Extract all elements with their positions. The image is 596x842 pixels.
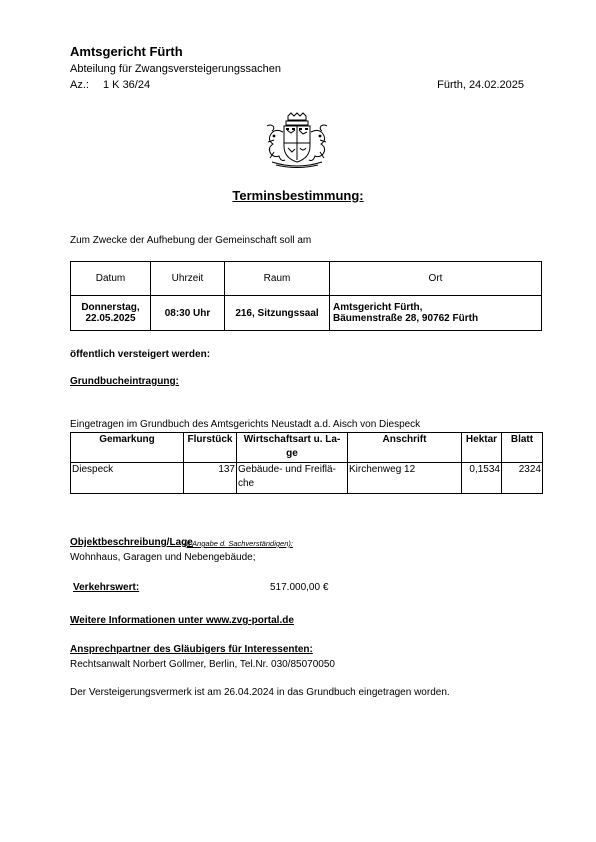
land-register-table: [70, 432, 543, 494]
department-name: Abteilung für Zwangsversteigerungssachen: [70, 63, 281, 75]
court-name: Amtsgericht Fürth: [70, 44, 183, 59]
place-name: Amtsgericht Fürth,: [333, 302, 423, 313]
column-header: Datum: [71, 262, 151, 296]
cell-wirtschaftsart: Gebäude- und Freiflä-che: [237, 463, 348, 494]
column-header: Flurstück: [184, 433, 237, 463]
place-address: Bäumenstraße 28, 90762 Fürth: [333, 313, 479, 324]
object-heading: Objektbeschreibung/Lage: [70, 537, 193, 548]
cell-gemarkung: Diespeck: [71, 463, 184, 494]
column-header: Gemarkung: [71, 433, 184, 463]
case-number: 1 K 36/24: [103, 79, 151, 91]
column-header: Raum: [225, 262, 330, 296]
object-description: Wohnhaus, Garagen und Nebengebäude;: [70, 552, 256, 563]
appointment-date: [71, 296, 151, 331]
table-header-row: [71, 433, 543, 463]
market-value: 517.000,00 €: [270, 582, 329, 593]
bavarian-coat-of-arms-icon: [262, 112, 332, 170]
cell-flurstueck: 137: [184, 463, 237, 494]
place-date: Fürth, 24.02.2025: [437, 79, 524, 91]
table-row: [71, 463, 543, 494]
auction-statement: öffentlich versteigert werden:: [70, 349, 211, 360]
appointment-room: 216, Sitzungssaal: [225, 296, 330, 331]
intro-text: Zum Zwecke der Aufhebung der Gemeinschaft soll am: [70, 235, 312, 246]
land-register-source: Eingetragen im Grundbuch des Amtsgerichts Neustadt a.d. Aisch von Diespeck: [70, 419, 421, 430]
contact-heading: Ansprechpartner des Gläubigers für Interessenten:: [70, 644, 313, 655]
weekday: Donnerstag,: [81, 302, 140, 313]
cell-anschrift: Kirchenweg 12: [348, 463, 462, 494]
table-header-row: [71, 262, 542, 296]
column-header: Ort: [330, 262, 542, 296]
market-value-label: Verkehrswert:: [73, 582, 140, 593]
appointment-time: 08:30 Uhr: [151, 296, 225, 331]
column-header: Uhrzeit: [151, 262, 225, 296]
register-note: Der Versteigerungsvermerk ist am 26.04.2024 in das Grundbuch eingetragen worden.: [70, 687, 450, 698]
land-register-heading: Grundbucheintragung:: [70, 376, 179, 387]
date: 22.05.2025: [85, 313, 136, 324]
cell-hektar: 0,1534: [462, 463, 502, 494]
cell-blatt: 2324: [502, 463, 543, 494]
column-header: Blatt: [502, 433, 543, 463]
document-title: Terminsbestimmung:: [232, 188, 364, 203]
object-note: (lt Angabe d. Sachverständigen):: [184, 539, 293, 548]
appointment-place: [330, 296, 542, 331]
column-header: Anschrift: [348, 433, 462, 463]
contact-text: Rechtsanwalt Norbert Gollmer, Berlin, Tel.Nr. 030/85070050: [70, 659, 335, 670]
appointment-table: [70, 261, 542, 331]
column-header: Hektar: [462, 433, 502, 463]
info-link[interactable]: Weitere Informationen unter www.zvg-portal.de: [70, 615, 294, 626]
case-number-label: Az.:: [70, 79, 89, 91]
table-row: [71, 296, 542, 331]
column-header: Wirtschaftsart u. La-ge: [237, 433, 348, 463]
